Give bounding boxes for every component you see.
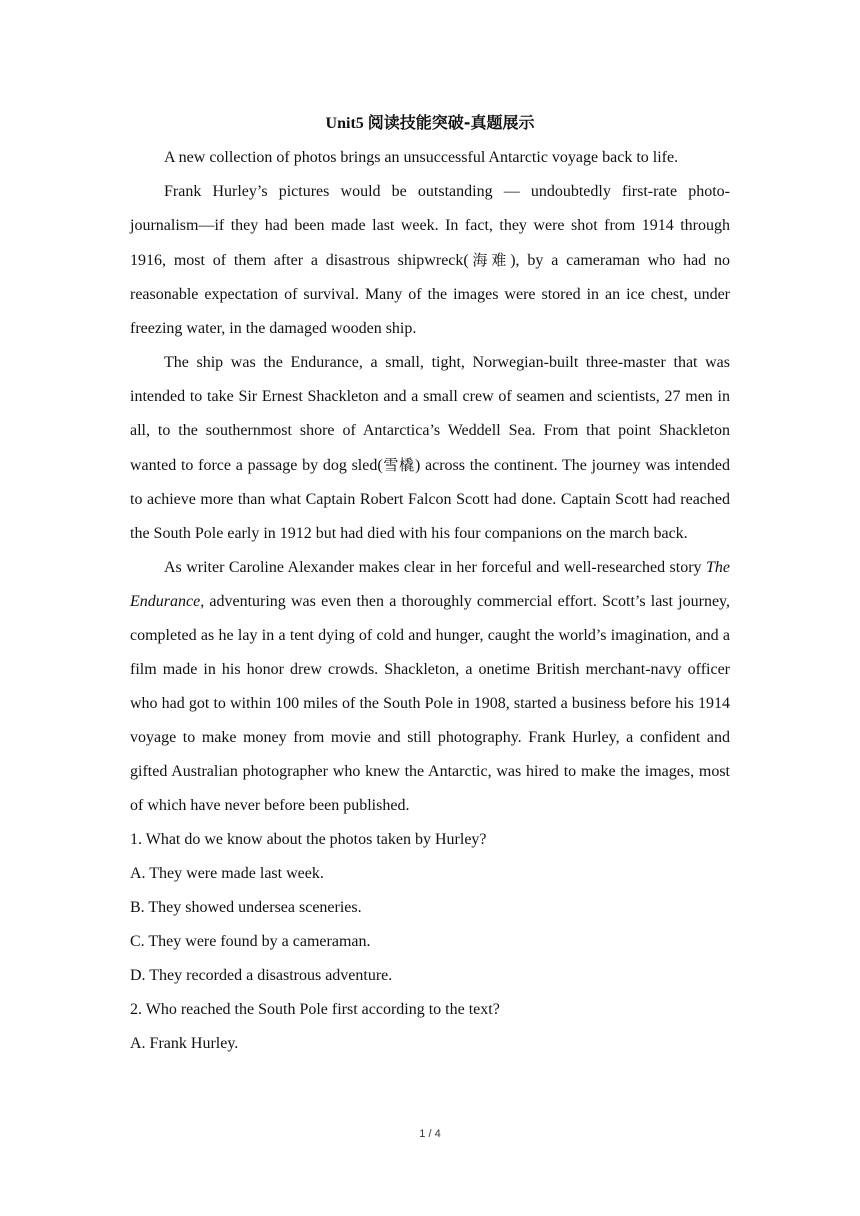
paragraph-hurley bbox=[130, 175, 730, 346]
paragraph-alexander-post: , adventuring was even then a thoroughly commercial effort. Scott’s last journey, completed as he lay in a tent dying of cold and hunger, caught the world’s imagination, and a film made in his honor drew crowds. Shackleton, a onetime British merchant-navy officer who had got to within 100 miles of the South Pole in 1908, started a business before his 1914 voyage to make money from movie and still photography. Frank Hurley, a confident and gifted Australian photographer who knew the Antarctic, was hired to make the images, most of which have never before been published. bbox=[130, 593, 730, 814]
book-title: The Endurance bbox=[130, 559, 730, 610]
title-unit: Unit5 bbox=[325, 115, 364, 132]
paragraph-intro-text: A new collection of photos brings an unsuccessful Antarctic voyage back to life. bbox=[164, 149, 679, 166]
question-1-option-c: C. They were found by a cameraman. bbox=[130, 933, 371, 950]
paragraph-endurance-post: ) across the continent. The journey was intended to achieve more than what Captain Robert Falcon Scott had done. Captain Scott had reached the South Pole early in 1912 but had died with his four companions on the march back. bbox=[130, 457, 730, 542]
question-1-stem: 1. What do we know about the photos taken by Hurley? bbox=[130, 831, 487, 848]
gloss-shipwreck: 海难 bbox=[468, 251, 511, 269]
question-1-option-b: B. They showed undersea sceneries. bbox=[130, 899, 362, 916]
question-1-option-a: A. They were made last week. bbox=[130, 865, 324, 882]
page-number: 1 / 4 bbox=[419, 1128, 441, 1140]
paragraph-endurance-pre: The ship was the Endurance, a small, tight, Norwegian-built three-master that was intended to take Sir Ernest Shackleton and a small crew of seamen and scientists, 27 men in all, to the southernmost shore of Antarctica’s Weddell Sea. From that point Shackleton wanted to force a passage by dog sled( bbox=[130, 354, 730, 474]
paragraph-endurance bbox=[130, 346, 730, 551]
gloss-dog-sled: 雪橇 bbox=[382, 456, 415, 474]
question-1-option-d: D. They recorded a disastrous adventure. bbox=[130, 967, 393, 984]
paragraph-alexander bbox=[130, 551, 730, 823]
question-2-stem: 2. Who reached the South Pole first according to the text? bbox=[130, 1001, 500, 1018]
paragraph-hurley-pre: Frank Hurley’s pictures would be outstanding — undoubtedly first-rate photo-journalism—if they had been made last week. In fact, they were shot from 1914 through 1916, most of them after a disastrous shipwreck( bbox=[130, 183, 730, 269]
document-page bbox=[130, 106, 730, 1061]
paragraph-hurley-post: ), by a cameraman who had no reasonable expectation of survival. Many of the images were stored in an ice chest, under freezing water, in the damaged wooden ship. bbox=[130, 252, 730, 337]
document-title bbox=[130, 106, 730, 141]
paragraph-intro bbox=[130, 141, 730, 175]
title-topic: 阅读技能突破 bbox=[367, 113, 464, 132]
question-2-option-a: A. Frank Hurley. bbox=[130, 1035, 239, 1052]
title-subtopic: -真题展示 bbox=[463, 113, 535, 132]
paragraph-alexander-pre: As writer Caroline Alexander makes clear in her forceful and well-researched story bbox=[164, 559, 706, 576]
